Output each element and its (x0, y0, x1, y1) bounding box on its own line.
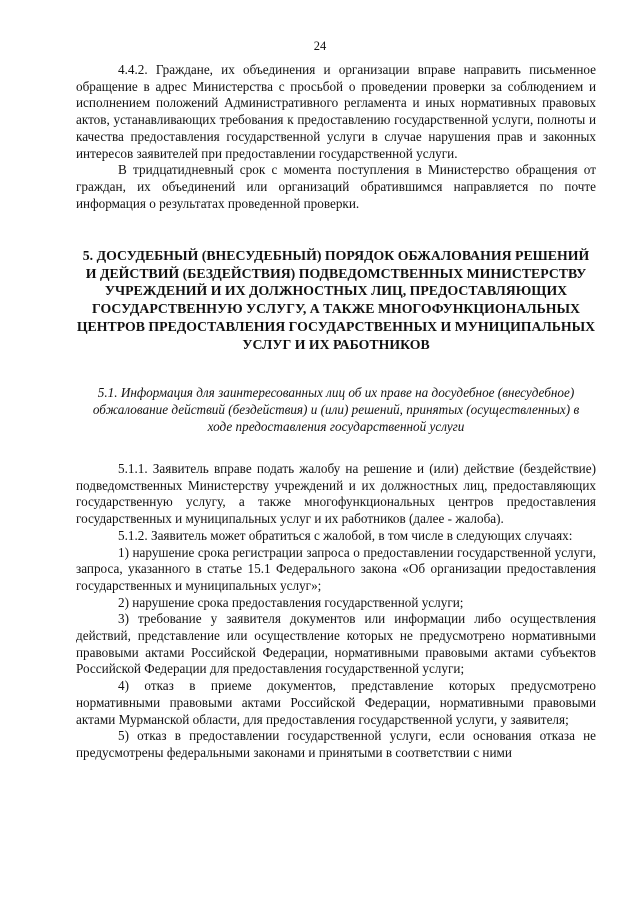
list-item-3: 3) требование у заявителя документов или информации либо осуществления действий, представление или осуществление которых не предусмотрено нормативными правовыми актами Российской Федерации, нормативными правовыми актами субъектов Российской Федерации для предоставления государственной услуги; (76, 611, 596, 677)
paragraph-5-1-2: 5.1.2. Заявитель может обратиться с жалобой, в том числе в следующих случаях: (118, 527, 573, 543)
list-item-2: 2) нарушение срока предоставления государственной услуги; (118, 594, 464, 610)
page-number: 24 (313, 39, 327, 53)
paragraph-4-4-2: 4.4.2. Граждане, их объединения и организации вправе направить письменное обращение в адрес Министерства с просьбой о проведении проверки за соблюдением и исполнением положений Административного регламента и иных нормативных правовых актов, устанавливающих требования к предоставлению государственной услуги, полноты и качества предоставления государственной услуги в случае нарушения прав и законных интересов заявителей при предоставлении государственной услуги. (76, 62, 596, 161)
list-item-4: 4) отказ в приеме документов, представление которых предусмотрено нормативными правовыми актами Российской Федерации, нормативными правовыми актами Мурманской области, для предоставления государственной услуги, у заявителя; (76, 678, 596, 727)
paragraph-5-1-1: 5.1.1. Заявитель вправе подать жалобу на решение и (или) действие (бездействие) подведомственных Министерству учреждений и их должностных лиц, предоставляющих государственную услугу, а также многофункциональных центров предоставления государственных и муниципальных услуг и их работников (далее - жалоба). (76, 461, 596, 527)
paragraph-thirty-day-term: В тридцатидневный срок с момента поступления в Министерство обращения от граждан, их объединений или организаций обратившимся направляется по почте информация о результатах проведенной проверки. (76, 162, 596, 211)
section-4-text (76, 62, 596, 212)
list-item-5: 5) отказ в предоставлении государственной услуги, если основания отказа не предусмотрены федеральными законами и принятыми в соответствии с ними (76, 728, 596, 760)
section-5-1-subheading: 5.1. Информация для заинтересованных лиц об их праве на досудебное (внесудебное) обжалование действий (бездействия) и (или) решений, принятых (осуществленных) в ходе предоставления государственной услуги (92, 385, 580, 435)
section-5-text (76, 461, 596, 762)
section-5-heading: 5. ДОСУДЕБНЫЙ (ВНЕСУДЕБНЫЙ) ПОРЯДОК ОБЖАЛОВАНИЯ РЕШЕНИЙ И ДЕЙСТВИЙ (БЕЗДЕЙСТВИЯ) ПОДВЕДОМСТВЕННЫХ МИНИСТЕРСТВУ УЧРЕЖДЕНИЙ И ИХ ДОЛЖНОСТНЫХ ЛИЦ, ПРЕДОСТАВЛЯЮЩИХ ГОСУДАРСТВЕННУЮ УСЛУГУ, А ТАКЖЕ МНОГОФУНКЦИОНАЛЬНЫХ ЦЕНТРОВ ПРЕДОСТАВЛЕНИЯ ГОСУДАРСТВЕННЫХ И МУНИЦИПАЛЬНЫХ УСЛУГ И ИХ РАБОТНИКОВ (76, 248, 596, 352)
list-item-1: 1) нарушение срока регистрации запроса о предоставлении государственной услуги, запроса, указанного в статье 15.1 Федерального закона «Об организации предоставления государственных и муниципальных услуг»; (76, 544, 596, 593)
